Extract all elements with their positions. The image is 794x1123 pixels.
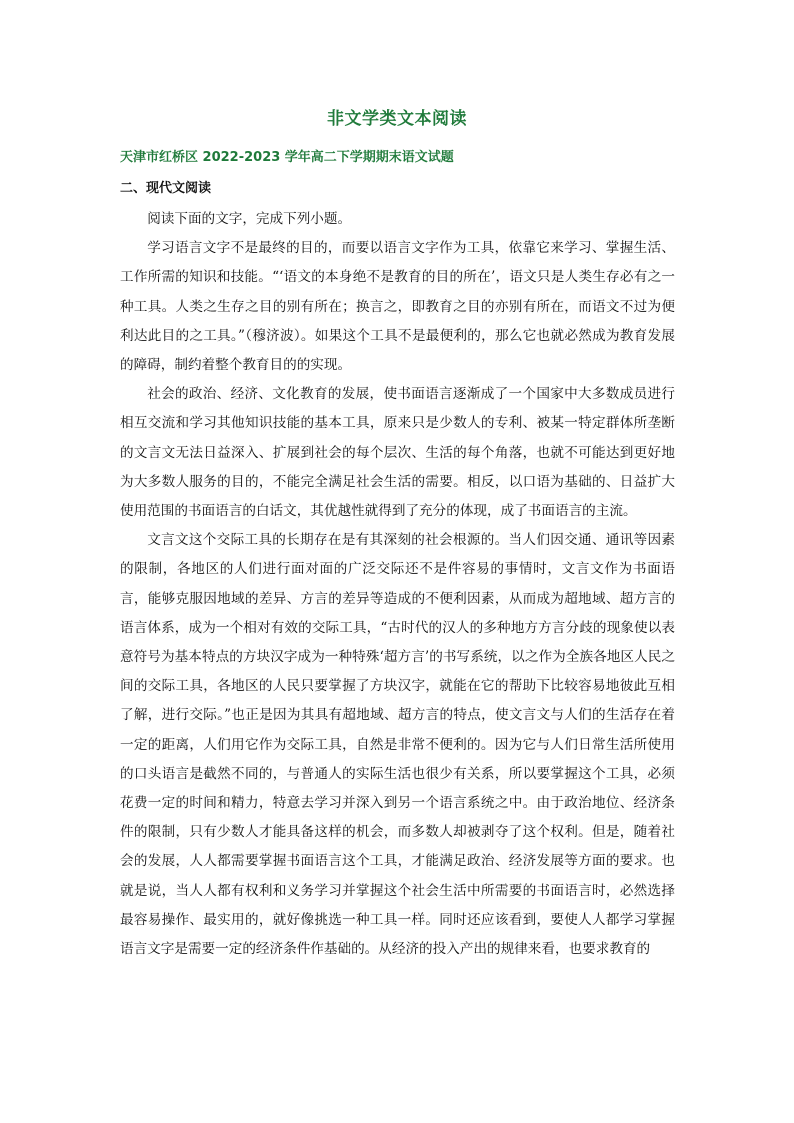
document-title: 非文学类文本阅读 [327, 109, 467, 129]
paragraph: 社会的政治、经济、文化教育的发展，使书面语言逐渐成了一个国家中大多数成员进行相互交流和学习其他知识技能的基本工具，原来只是少数人的专利、被某一特定群体所垄断的文言文无法日益深入、扩展到社会的每个层次、生活的每个角落，也就不可能达到更好地为大多数人服务的目的，不能完全满足社会生活的需要。相反，以口语为基础的、日益扩大使用范围的书面语言的白话文，其优越性就得到了充分的体现，成了书面语言的主流。 [120, 386, 675, 520]
paragraph: 文言文这个交际工具的长期存在是有其深刻的社会根源的。当人们因交通、通讯等因素的限制，各地区的人们进行面对面的广泛交际还不是件容易的事情时，文言文作为书面语言，能够克服因地域的差异、方言的差异等造成的不便利因素，从而成为超地域、超方言的语言体系，成为一个相对有效的交际工具，“古时代的汉人的多种地方方言分歧的现象使以表意符号为基本特点的方块汉字成为一种特殊‘超方言’的书写系统，以之作为全族各地区人民之间的交际工具，各地区的人民只要掌握了方块汉字，就能在它的帮助下比较容易地彼此互相了解，进行交际。”也正是因为其具有超地域、超方言的特点，使文言文与人们的生活存在着一定的距离，人们用它作为交际工具，自然是非常不便利的。因为它与人们日常生活所使用的口头语言是截然不同的，与普通人的实际生活也很少有关系，所以要掌握这个工具，必须花费一定的时间和精力，特意去学习并深入到另一个语言系统之中。由于政治地位、经济条件的限制，只有少数人才能具备这样的机会，而多数人却被剥夺了这个权利。但是，随着社会的发展，人人都需要掌握书面语言这个工具，才能满足政治、经济发展等方面的要求。也就是说，当人人都有权利和义务学习并掌握这个社会生活中所需要的书面语言时，必然选择最容易操作、最实用的，就好像挑选一种工具一样。同时还应该看到，要使人人都学习掌握语言文字是需要一定的经济条件作基础的。从经济的投入产出的规律来看，也要求教育的 [120, 532, 675, 958]
paragraph-instruction: 阅读下面的文字，完成下列小题。 [147, 211, 352, 227]
section-heading: 二、现代文阅读 [120, 181, 212, 196]
exam-source: 天津市红桥区 2022-2023 学年高二下学期期末语文试题 [120, 150, 454, 165]
paragraph: 学习语言文字不是最终的目的，而要以语言文字作为工具，依靠它来学习、掌握生活、工作所需的知识和技能。“‘语文的本身绝不是教育的目的所在’，语文只是人类生存必有之一种工具。人类之生存之目的别有所在；换言之，即教育之目的亦别有所在，而语文不过为便利达此目的之工具。”（穆济波）。如果这个工具不是最便利的，那么它也就必然成为教育发展的障碍，制约着整个教育目的的实现。 [120, 240, 675, 374]
reading-passage [120, 205, 675, 964]
